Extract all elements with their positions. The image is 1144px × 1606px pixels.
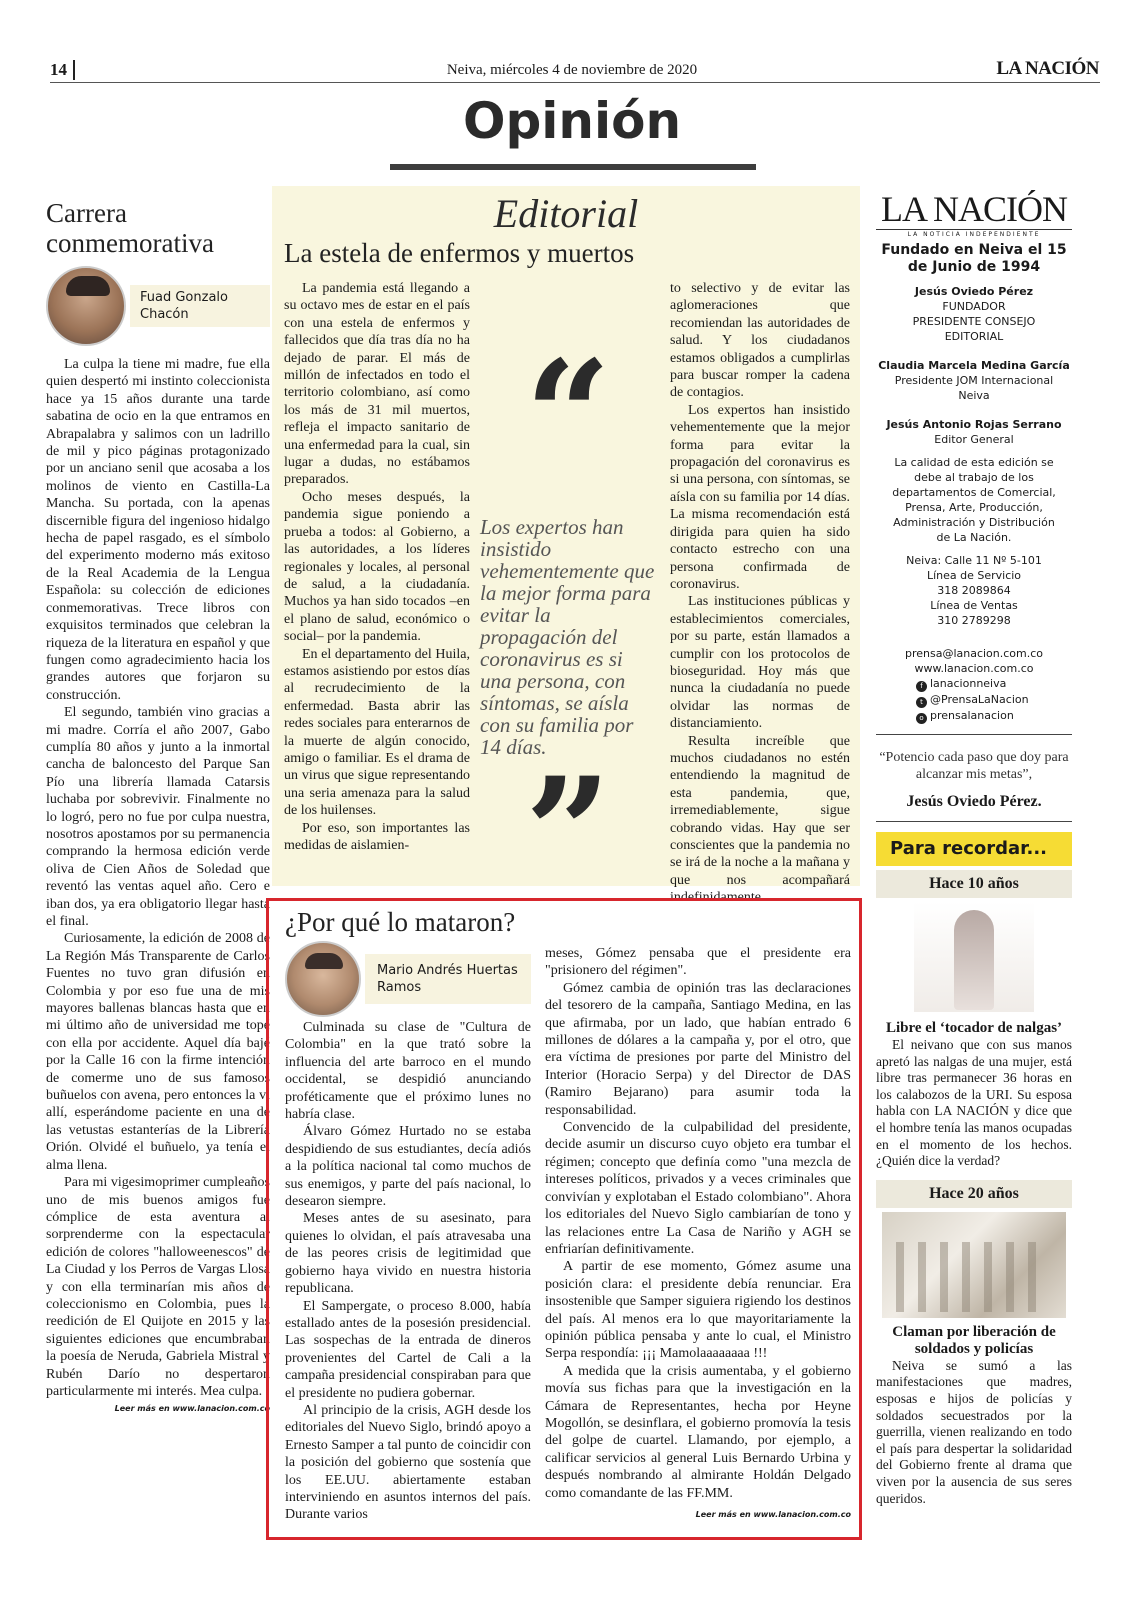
paragraph: Al principio de la crisis, AGH desde los editoriales del Nuevo Siglo, brindó apoyo a Ernesto Samper a tal punto de coincidir con la posición del gobierno que sostenía que los EE.UU. abiertamente estaban interviniendo en asuntos internos del país. Durante varios: [285, 1402, 531, 1523]
sales-line-label: Línea de Ventas: [930, 599, 1018, 612]
staff-role: Neiva: [958, 389, 990, 402]
pull-quote: [480, 328, 656, 921]
service-line-label: Línea de Servicio: [926, 569, 1022, 582]
paragraph: La culpa la tiene mi madre, fue ella quien despertó mi instinto coleccionista hace ya 15 años durante una tarde sabatina de ocio en la que entramos en Abrapalabra y salimos con un ladrillo de mil y pico páginas protagonizado por un anciano senil que acosaba a los molinos de viento en Castilla-La Mancha. Su portada, con la apenas discernible figura del ingenioso hidalgo hecha de papel rasgado, es el símbolo del experimento moderno más exitoso de la Real Academia de la Lengua Española: su colección de ediciones conmemorativas. Trece libros con exquisitos terminados que celebran la riqueza de la literatura en español y que fungen como agradecimiento hacia los grandes autores que forjaron su construcción.: [46, 357, 270, 703]
masthead-column: [876, 190, 1072, 1507]
staff-name: Jesús Antonio Rojas Serrano: [886, 418, 1062, 431]
author-box: [46, 266, 270, 346]
paragraph: Los expertos han insistido vehementemente que la mejor forma para evitar la propagación del coronavirus es si una persona, con síntomas, se aísla con su familia por 14 días. La misma recomendación está dirigida para quien ha sido contacto estrecho con una persona confirmada de coronavirus.: [670, 402, 850, 592]
staff-role: EDITORIAL: [944, 330, 1004, 343]
staff-role: FUNDADOR: [942, 300, 1006, 313]
masthead-tagline: LA NOTICIA INDEPENDIENTE: [876, 229, 1072, 238]
online-contact: [876, 646, 1072, 676]
social-twitter[interactable]: t @PrensaLaNacion: [916, 692, 1072, 708]
highlighted-article-box: [266, 898, 862, 1540]
para-recordar-header: Para recordar...: [876, 832, 1072, 866]
editorial-column-1: [284, 280, 470, 854]
paragraph: El segundo, también vino gracias a mi madre. Corría el año 2007, Gabo cumplía 80 años y junto a la inmortal cancha de baloncesto del Parque San Pío una librería llamada Catarsis luchaba por sobrevivir. Finalmente no lo logró, pero no fue por culpa nuestra, nosotros apostamos por su permanencia comprando la hermosa edición verde oliva de Cien Años de Soledad que reventó las ventas aquel año. Cero e iban dos, ya era obligatorio llegar hasta el final.: [46, 705, 270, 929]
close-quote-icon: ”: [524, 745, 612, 921]
twitter-icon: t: [916, 697, 927, 708]
author-photo: [46, 266, 126, 346]
paragraph: Curiosamente, la edición de 2008 de La Región Más Transparente de Carlos Fuentes no tuvo gran difusión en Colombia y por eso fue una de mis mayores ballenas blancas hasta que en mi último año de universidad me topé con ella por accidente. Aquel día bajé por la Calle 16 con la firme intención de comerme uno de sus famosos buñuelos con avena, pero entonces la vi allí, esperándome paciente en una de las vetustas estanterías de la Librería Orión. Olvidé el buñuelo, ya tenía el alma llena.: [46, 931, 270, 1173]
recordar-text: Neiva se sumó a las manifestaciones que madres, esposas e hijos de policías y soldados secuestrados por la guerrilla, vienen realizando en todo el país para despertar la solidaridad del Gobierno frente al drama que viven por la ausencia de sus seres queridos.: [876, 1357, 1072, 1506]
editorial-title: La estela de enfermos y muertos: [284, 238, 635, 268]
paragraph: Ocho meses después, la pandemia sigue poniendo a prueba a todos: al Gobierno, a las autoridades, a los líderes regionales y locales, al personal de salud, a la ciudadanía. Muchos ya han sido tocados –en el plano de salud, económico o social– por la pandemia.: [284, 489, 470, 645]
read-more-link[interactable]: Leer más en www.lanacion.com.co: [114, 1404, 270, 1414]
facebook-icon: f: [916, 681, 927, 692]
paragraph-continuation: meses, Gómez pensaba que el presidente era "prisionero del régimen".: [545, 946, 851, 979]
paragraph: A medida que la crisis aumentaba, y el gobierno movía sus fichas para que la investigación en la Cámara de Representantes, hecha por Heyne Mogollón, se desinflara, el gobierno promovía la tesis del golpe de cuartel. Llamando, por ejemplo, a calificar servicios al general Luis Bernardo Urbina y después nombrando al almirante Holdán Delgado como comandante de las FF.MM.: [545, 1363, 851, 1501]
staff-name: Claudia Marcela Medina García: [878, 359, 1070, 372]
divider: [876, 734, 1072, 735]
news-photo: [882, 1212, 1066, 1318]
editorial-column-3: [670, 280, 850, 907]
email-link[interactable]: prensa@lanacion.com.co: [904, 647, 1044, 660]
paragraph: Para mi vigesimoprimer cumpleaños uno de mis buenos amigos fue cómplice de esta aventura al sorprenderme con la espectacular edición de colores "halloweenescos" de La Ciudad y los Perros de Vargas Llosa y con ella terminarían mis años de coleccionismo en Colombia, pues la reedición de El Quijote en 2015 y las siguientes ediciones que encumbraban la poesía de Neruda, Gabriela Mistral y Rubén Darío no despertaron particularmente mi interés. Mea culpa.: [46, 1175, 270, 1399]
pull-quote-text: Los expertos han insistido vehementemente que la mejor forma para evitar la propagación del coronavirus es si una persona, con síntomas, se aísla con su familia por 14 días.: [480, 515, 655, 759]
paragraph: Gómez cambia de opinión tras las declaraciones del tesorero de la campaña, Santiago Medina, en las que afirmaba, por un lado, que habían entrado 6 millones de dólares a la campaña y, por el otro, que era víctima de presiones por parte del Ministro del Interior (Horacio Serpa) y del Director de DAS (Ramiro Bejarano) para asumir toda la responsabilidad.: [545, 980, 851, 1118]
masthead-logo: LA NACIÓN: [881, 189, 1067, 229]
instagram-icon: o: [916, 713, 927, 724]
newspaper-logo: LA NACIÓN: [996, 58, 1099, 79]
read-more-link[interactable]: Leer más en www.lanacion.com.co: [695, 1510, 851, 1519]
paragraph: La pandemia está llegando a su octavo mes de estar en el país con una estela de enfermos y fallecidos que día tras día no ha dejado de parar. El más de millón de infectados en todo el territorio colombiano, así como los más de 31 mil muertos, refleja el impacto sanitario de una enfermedad para la cual, sin lugar a dudas, no estábamos preparados.: [284, 281, 470, 488]
paragraph: Resulta increíble que muchos ciudadanos no estén entendiendo la magnitud de esta pandemia, que, irremediablemente, sigue cobrando vidas. Hay que ser conscientes que la pandemia no se irá de la noche a la mañana y que nos acompañará indefinidamente.: [670, 733, 850, 906]
social-facebook[interactable]: f lanacionneiva: [916, 676, 1072, 692]
article-column-2: [545, 945, 851, 1523]
paragraph: El Sampergate, o proceso 8.000, había estallado antes de la posesión presidencial. Las sospechas de la entrada de dineros provenientes del Cartel de Cali a la campaña presidencial conspiraban para que el presidente no pudiera gobernar.: [285, 1298, 531, 1401]
hace-20-anos-label: Hace 20 años: [876, 1180, 1072, 1208]
staff-role: PRESIDENTE CONSEJO: [912, 315, 1036, 328]
contact-block: [876, 553, 1072, 628]
staff-role: Presidente JOM Internacional: [894, 374, 1054, 387]
paragraph: Meses antes de su asesinato, para quienes lo olvidan, el país atravesaba una de las peores crisis de legitimidad que gobierno haya vivido en nuestra historia republicana.: [285, 1211, 531, 1297]
paragraph: Por eso, son importantes las medidas de aislamien-: [284, 820, 470, 853]
author-name: Mario Andrés Huertas Ramos: [365, 954, 531, 1004]
divider: [876, 821, 1072, 822]
staff-entry: [876, 284, 1072, 344]
hace-10-anos-label: Hace 10 años: [876, 870, 1072, 898]
article-column-1: [285, 1019, 531, 1524]
motto-quote: “Potencio cada paso que doy para alcanzar mis metas”,: [879, 750, 1069, 782]
paragraph: En el departamento del Huila, estamos asistiendo por estos días al recrudecimiento de la enfermedad. Basta abrir las redes sociales para enterarnos de la muerte de algún conocido, amigo o familiar. Es el drama de un virus que sigue representando una seria amenaza para la salud de los huilenses.: [284, 646, 470, 819]
credits-note: La calidad de esta edición se debe al trabajo de los departamentos de Comercial, Prensa, Arte, Producción, Administración y Distribución de La Nación.: [892, 456, 1056, 544]
left-column-article: [46, 198, 270, 1413]
section-underline: [390, 164, 756, 170]
page-number: 14: [50, 60, 75, 80]
recordar-headline: Claman por liberación de soldados y policías: [892, 1323, 1056, 1357]
author-photo: [285, 941, 361, 1017]
paragraph: Culminada su clase de "Cultura de Colombia" en la que trató sobre la influencia del arte barroco en el mundo occidental, se despidió anunciando proféticamente que el próximo lunes no habría clase.: [285, 1020, 531, 1123]
staff-entry: [876, 417, 1072, 447]
article-body: [46, 356, 270, 1400]
paragraph: Álvaro Gómez Hurtado no se estaba despidiendo de sus estudiantes, decía adiós a la política nacional tal como muchos de sus enemigos, y parte del país nacional, lo desearon siempre.: [285, 1124, 531, 1210]
social-links: [916, 676, 1072, 724]
edition-date: Neiva, miércoles 4 de noviembre de 2020: [446, 62, 698, 78]
header-rule: [50, 82, 1100, 83]
open-quote-icon: “: [524, 328, 612, 504]
recordar-headline: Libre el ‘tocador de nalgas’: [885, 1020, 1063, 1036]
author-box: [285, 941, 531, 1017]
address: Neiva: Calle 11 Nº 5-101: [906, 554, 1042, 567]
editorial-panel: [272, 186, 860, 921]
paragraph-continuation: to selectivo y de evitar las aglomeraciones que recomiendan las autoridades de salud. Y los ciudadanos estamos obligados a cumplirlas para buscar romper la cadena de contagios.: [670, 281, 850, 401]
sales-line-phone: 310 2789298: [937, 614, 1011, 627]
section-title: Opinión: [462, 92, 682, 150]
paragraph: Convencido de la culpabilidad del presidente, decide asumir un discurso cuyo objeto era tumbar el régimen; concepto que definía como "una mezcla de intereses políticos, privados y a veces criminales que convivían y explotaban el Estado colombiano". Ahora los editoriales del Nuevo Siglo cambiarían de tono y las relaciones entre La Casa de Nariño y AGH se enfriarían definitivamente.: [545, 1120, 851, 1257]
website-link[interactable]: www.lanacion.com.co: [914, 662, 1034, 675]
founding-date: Fundado en Neiva el 15 de Junio de 1994: [881, 242, 1067, 275]
staff-role: Editor General: [934, 433, 1014, 446]
paragraph: A partir de ese momento, Gómez asume una posición clara: el presidente debía renunciar. Era insostenible que Samper siguiera rigiendo los destinos del país. Al menos era lo que mayoritariamente la opinión pública pensaba y ante lo cual, el Ministro Serpa respondía: ¡¡¡ Mamolaaaaaaaa !!!: [545, 1259, 851, 1362]
recordar-text: El neivano que con sus manos apretó las nalgas de una mujer, está libre tras permanecer 36 horas en los calabozos de la URI. Su esposa habla con LA NACIÓN y dice que el hombre tenía las manos ocupadas en el momento de los hechos. ¿Quién dice la verdad?: [876, 1037, 1072, 1169]
article-title: Carrera conmemorativa: [46, 198, 214, 258]
motto-author: Jesús Oviedo Pérez.: [906, 793, 1042, 810]
article-title: ¿Por qué lo mataron?: [285, 907, 516, 937]
staff-entry: [876, 358, 1072, 403]
author-name: Fuad Gonzalo Chacón: [130, 285, 270, 327]
social-instagram[interactable]: o prensalanacion: [916, 708, 1072, 724]
paragraph: Las instituciones públicas y establecimientos comerciales, por su parte, están llamados a cumplir con los protocolos de bioseguridad. Hoy más que nunca la ciudadanía no puede olvidar las normas de distanciamiento.: [670, 594, 850, 732]
editorial-label: Editorial: [493, 191, 639, 236]
service-line-phone: 318 2089864: [937, 584, 1011, 597]
news-photo: [914, 902, 1034, 1012]
staff-name: Jesús Oviedo Pérez: [914, 285, 1034, 298]
